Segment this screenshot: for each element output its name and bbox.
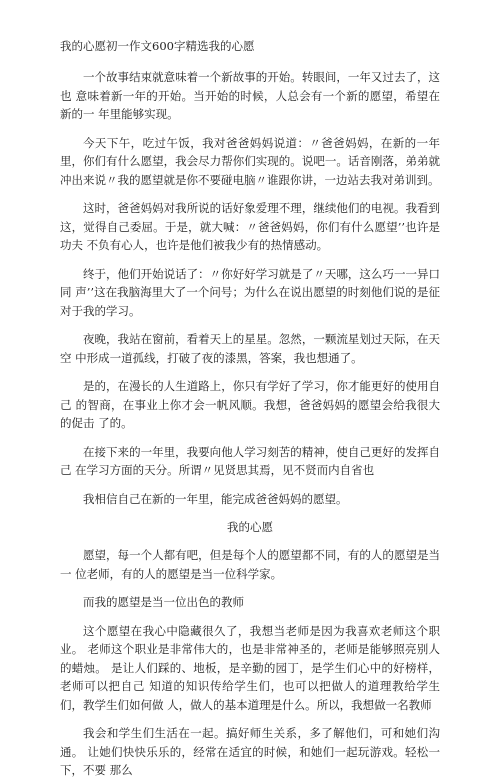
paragraph: 而我的愿望是当一位出色的教师 (83, 595, 244, 609)
section-title: 我的心愿 (227, 520, 273, 534)
document-title: 我的心愿初一作文600字精选我的心愿 (60, 39, 255, 53)
paragraph: 终于，他们开始说话了：〃你好好学习就是了〃天哪，这么巧一一异口同 声’’这在我脑海里大了一个问号；为什么在说出愿望的时刻他们说的是征对于我的学习。 (60, 266, 440, 318)
paragraph: 我会和学生们生活在一起。搞好师生关系，多了解他们，可和她们沟通。 让她们快快乐乐的，经常在适宜的时候，和她们一起玩游戏。轻松一下，不要 那么 (60, 726, 440, 777)
paragraph: 愿望，每一个人都有吧，但是每个人的愿望都不同，有的人的愿望是当一 位老师，有的人的愿望是当一位科学家。 (60, 548, 440, 581)
paragraph: 一个故事结束就意味着一个新故事的开始。转眼间，一年又过去了，这也 意味着新一年的开始。当开始的时候，人总会有一个新的愿望，希望在新的一 年里能够实现。 (60, 70, 440, 121)
paragraph: 在接下来的一年里，我要向他人学习刻苦的精神，使自己更好的发挥自己 在学习方面的天分。所谓〃见贤思其焉，见不贤而内自省也 (60, 444, 440, 477)
paragraph: 今天下午，吃过午饭，我对爸爸妈妈说道：〃爸爸妈妈，在新的一年里，你们有什么愿望，我会尽力帮你们实现的。说吧一。话音刚落，弟弟就冲出来说〃我的愿望就是你不要碰电脑〃谁跟你讲，一边站去我对弟训到。 (60, 135, 440, 187)
paragraph: 这个愿望在我心中隐藏很久了，我想当老师是因为我喜欢老师这个职业。 老师这个职业是非常伟大的，也是非常神圣的，老师是能够照亮别人的蜡烛。 是让人们踩的、地板，是辛勤的园丁，是学生们心中的好榜样，老师可以把自己 知道的知识传给学生们，也可以把做人的道理教给学生们，教学生们如何做 人，做人的基本道理是什么。所以，我想做一名教师 (60, 623, 440, 712)
paragraph: 这时，爸爸妈妈对我所说的话好象爱理不理，继续他们的电视。我看到 这，觉得自己委屈。于是，就大喊：〃爸爸妈妈，你们有什么愿望’’也许是功夫 不负有心人，也许是他们被我少有的热情感动。 (60, 201, 440, 252)
paragraph: 我相信自己在新的一年里，能完成爸爸妈妈的愿望。 (83, 491, 348, 506)
paragraph: 是的，在漫长的人生道路上，你只有学好了学习，你才能更好的使用自己 的智商，在事业上你才会一帆风顺。我想，爸爸妈妈的愿望会给我很大的促击 了的。 (60, 379, 440, 430)
paragraph: 夜晚，我站在窗前，看着天上的星星。忽然，一颗流星划过天际，在天空 中形成一道孤线，打破了夜的漆黑，答案，我也想通了。 (60, 332, 440, 365)
